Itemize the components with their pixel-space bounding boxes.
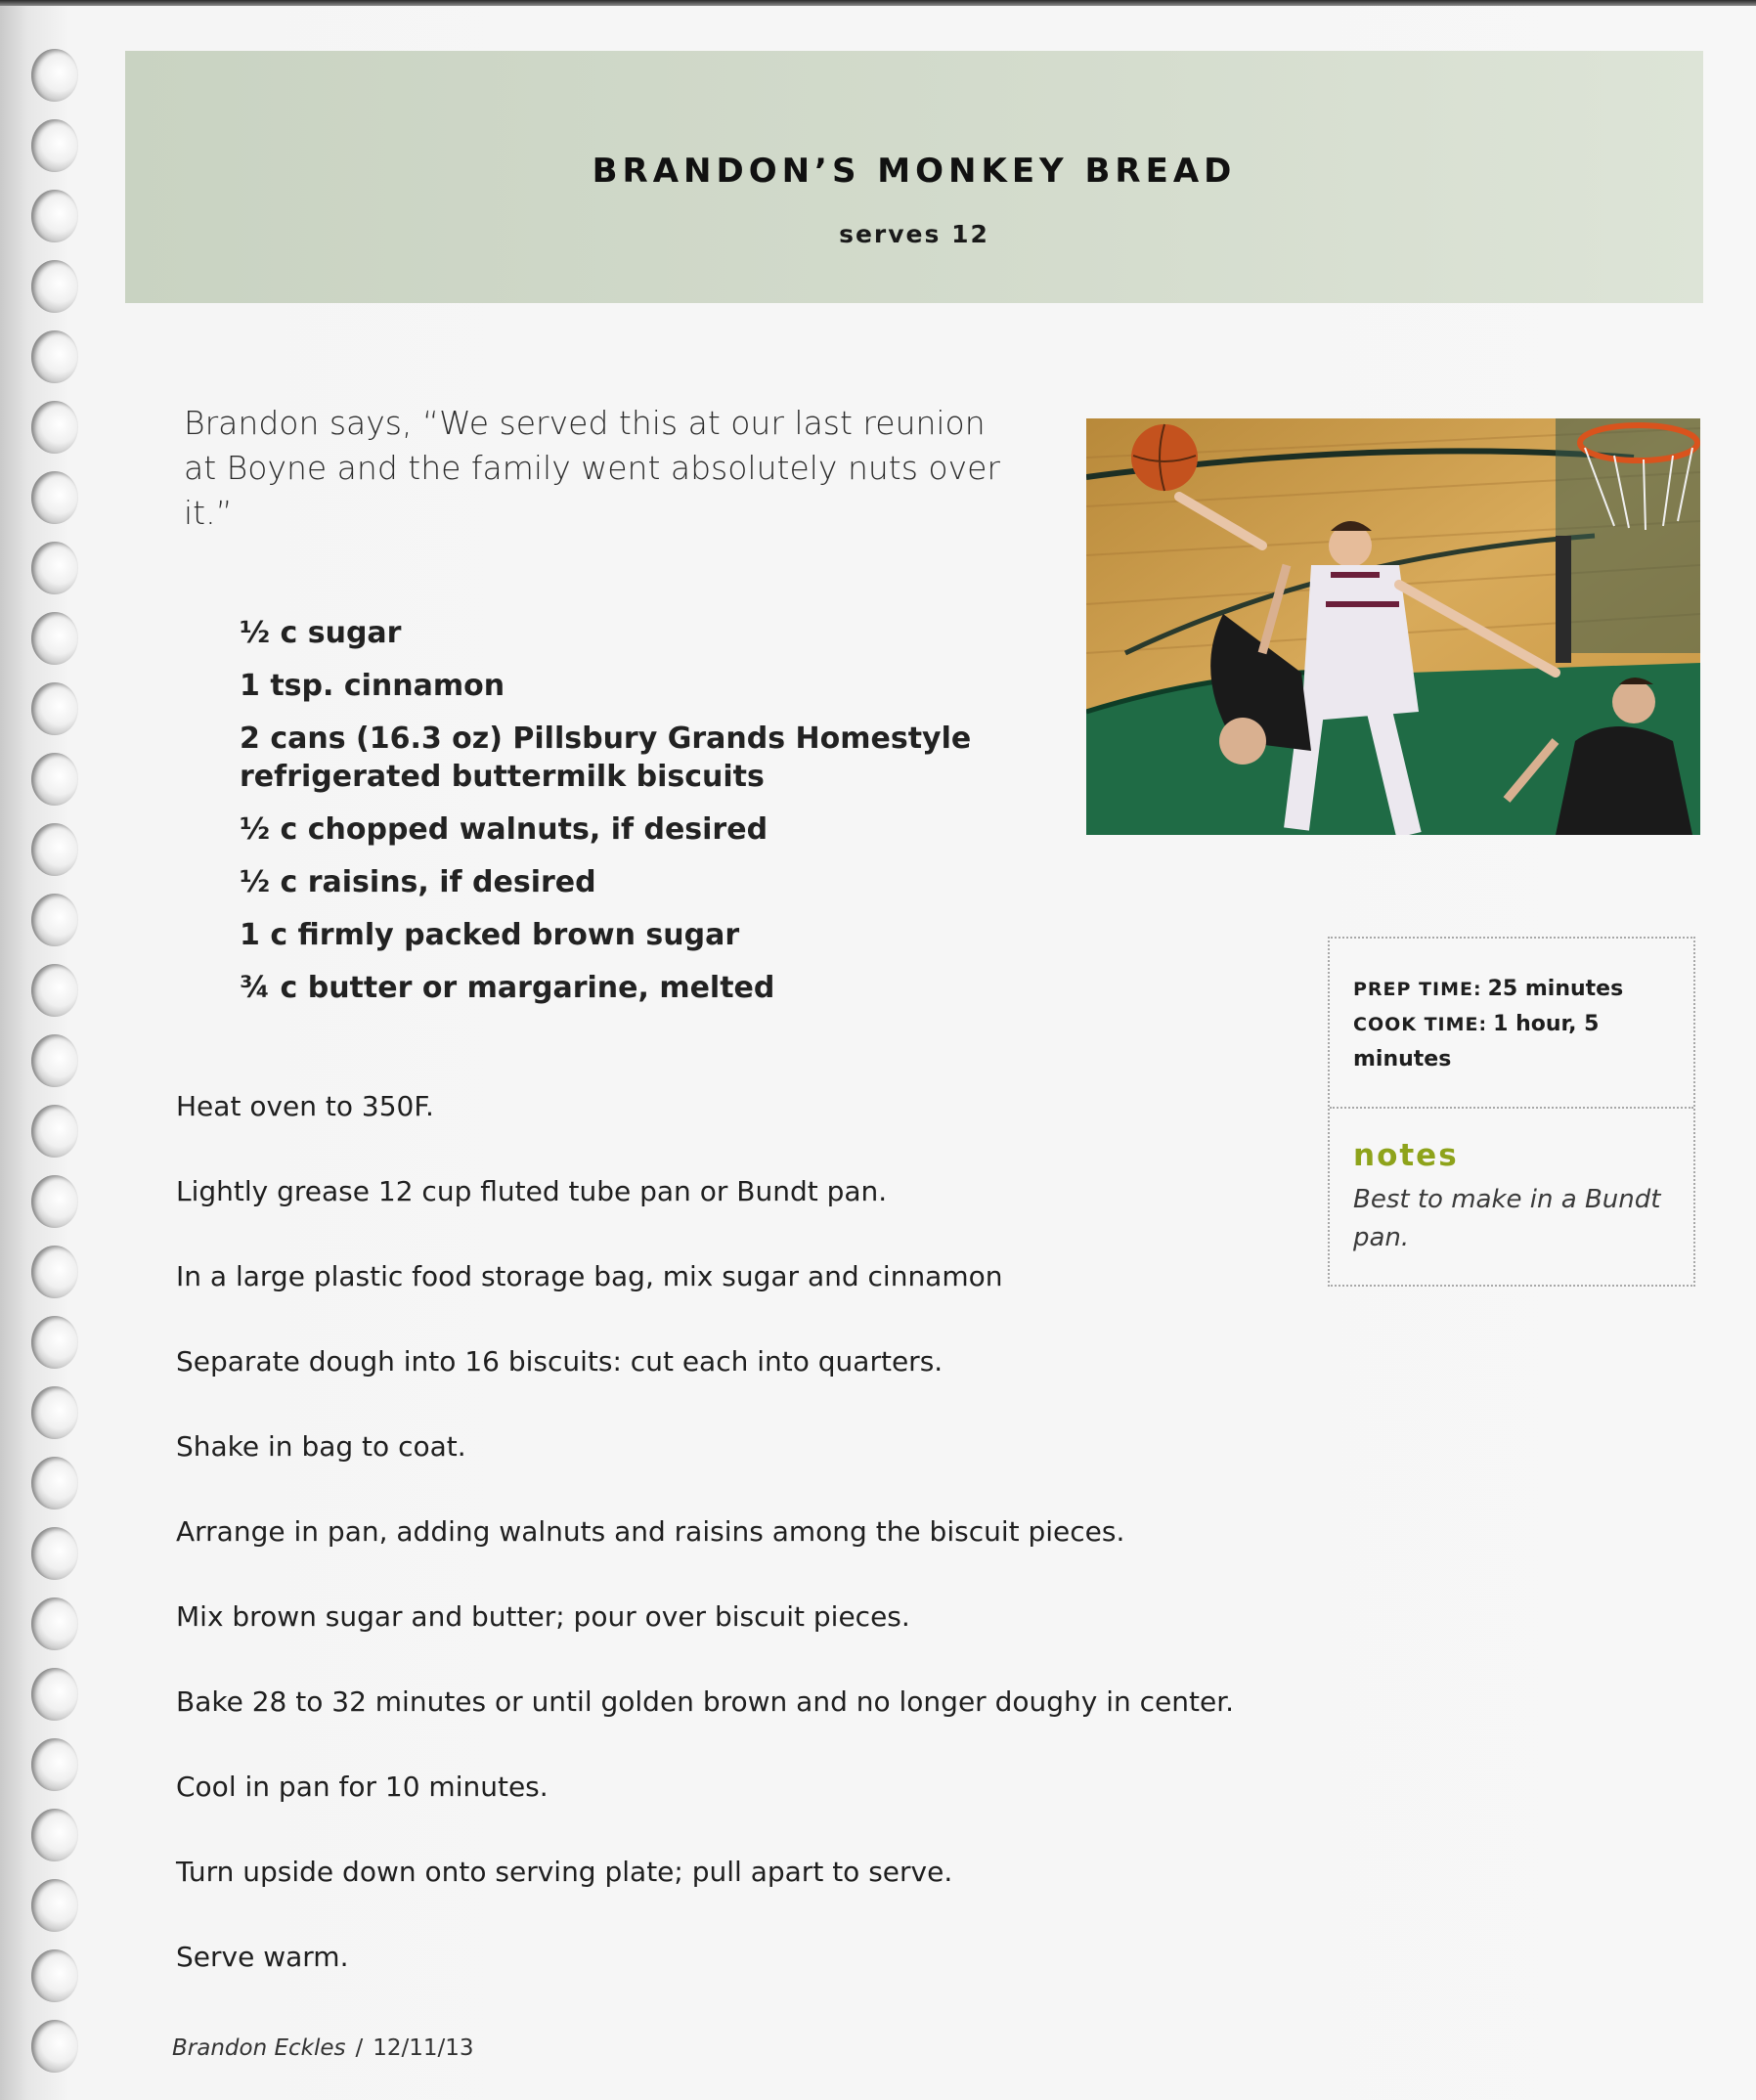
binding-hole-icon: [31, 823, 78, 876]
ingredient-item: ½ c raisins, if desired: [240, 865, 596, 899]
instruction-step: Lightly grease 12 cup fluted tube pan or Bundt pan.: [176, 1175, 888, 1207]
binding-hole-icon: [31, 1809, 78, 1861]
instruction-step: In a large plastic food storage bag, mix sugar and cinnamon: [176, 1260, 1003, 1292]
recipe-title: BRANDON’S MONKEY BREAD: [592, 152, 1237, 191]
binding-hole-icon: [31, 260, 78, 313]
binding-hole-icon: [31, 330, 78, 383]
binding-hole-icon: [31, 1457, 78, 1509]
info-divider: [1330, 1107, 1693, 1109]
ingredient-item: 1 tsp. cinnamon: [240, 669, 505, 703]
binding-hole-icon: [31, 1879, 78, 1932]
binding-hole-icon: [31, 1668, 78, 1721]
binding-hole-icon: [31, 1034, 78, 1087]
instruction-step: Cool in pan for 10 minutes.: [176, 1771, 549, 1803]
binding-hole-icon: [31, 753, 78, 806]
binding-hole-icon: [31, 1316, 78, 1369]
instruction-list: [176, 1087, 1291, 2023]
binding-hole-icon: [31, 1527, 78, 1580]
cook-time-row: [1353, 1007, 1676, 1077]
prep-time-label: PREP TIME:: [1353, 979, 1482, 1000]
binding-hole-icon: [31, 401, 78, 454]
binding-hole-icon: [31, 964, 78, 1017]
recipe-date: 12/11/13: [373, 2035, 474, 2061]
binding-hole-icon: [31, 1105, 78, 1158]
binding-hole-icon: [31, 612, 78, 665]
instruction-step: Separate dough into 16 biscuits: cut each into quarters.: [176, 1345, 944, 1378]
binding-hole-icon: [31, 1386, 78, 1439]
binding-hole-icon: [31, 1597, 78, 1650]
page-top-edge: [0, 0, 1756, 6]
instruction-step: Bake 28 to 32 minutes or until golden brown and no longer doughy in center.: [176, 1685, 1235, 1718]
binding-hole-icon: [31, 471, 78, 524]
footer-separator: /: [355, 2035, 364, 2061]
binding-hole-icon: [31, 1949, 78, 2002]
recipe-info-box: [1328, 937, 1695, 1287]
ingredient-item: ¾ c butter or margarine, melted: [240, 971, 775, 1005]
instruction-step: Arrange in pan, adding walnuts and raisins among the biscuit pieces.: [176, 1515, 1125, 1548]
ingredient-list: [240, 614, 983, 1022]
binding-hole-icon: [31, 682, 78, 735]
recipe-footer: [172, 2035, 474, 2061]
ingredient-item: ½ c sugar: [240, 616, 402, 650]
ingredient-item: 2 cans (16.3 oz) Pillsbury Grands Homestyle refrigerated buttermilk biscuits: [240, 722, 972, 794]
binding-hole-icon: [31, 1738, 78, 1791]
instruction-step: Shake in bag to coat.: [176, 1430, 466, 1463]
recipe-serves: serves 12: [839, 220, 989, 248]
binding-hole-icon: [31, 894, 78, 946]
notes-text: Best to make in a Bundt pan.: [1353, 1185, 1661, 1252]
instruction-step: Mix brown sugar and butter; pour over biscuit pieces.: [176, 1600, 910, 1633]
cook-time-label: COOK TIME:: [1353, 1014, 1488, 1035]
ingredient-item: 1 c firmly packed brown sugar: [240, 918, 740, 952]
instruction-step: Turn upside down onto serving plate; pull apart to serve.: [176, 1856, 953, 1888]
binding-hole-icon: [31, 2020, 78, 2073]
prep-time-value: 25 minutes: [1487, 977, 1624, 1001]
binding-hole-icon: [31, 1175, 78, 1228]
ingredient-item: ½ c chopped walnuts, if desired: [240, 812, 768, 847]
binding-hole-icon: [31, 542, 78, 594]
cook-time-value: 1 hour, 5 minutes: [1353, 1012, 1600, 1072]
prep-time-row: [1353, 972, 1676, 1007]
time-info: [1353, 972, 1676, 1077]
basketball-photo-icon: [1086, 418, 1700, 835]
notes-heading: notes: [1353, 1138, 1459, 1173]
binding-hole-icon: [31, 49, 78, 102]
author-name: Brandon Eckles: [172, 2035, 346, 2061]
binding-hole-icon: [31, 1246, 78, 1298]
instruction-step: Heat oven to 350F.: [176, 1090, 434, 1122]
instruction-step: Serve warm.: [176, 1941, 349, 1973]
recipe-intro: Brandon says, “We served this at our last reunion at Boyne and the family went absolutely nuts over it.”: [184, 404, 1000, 532]
